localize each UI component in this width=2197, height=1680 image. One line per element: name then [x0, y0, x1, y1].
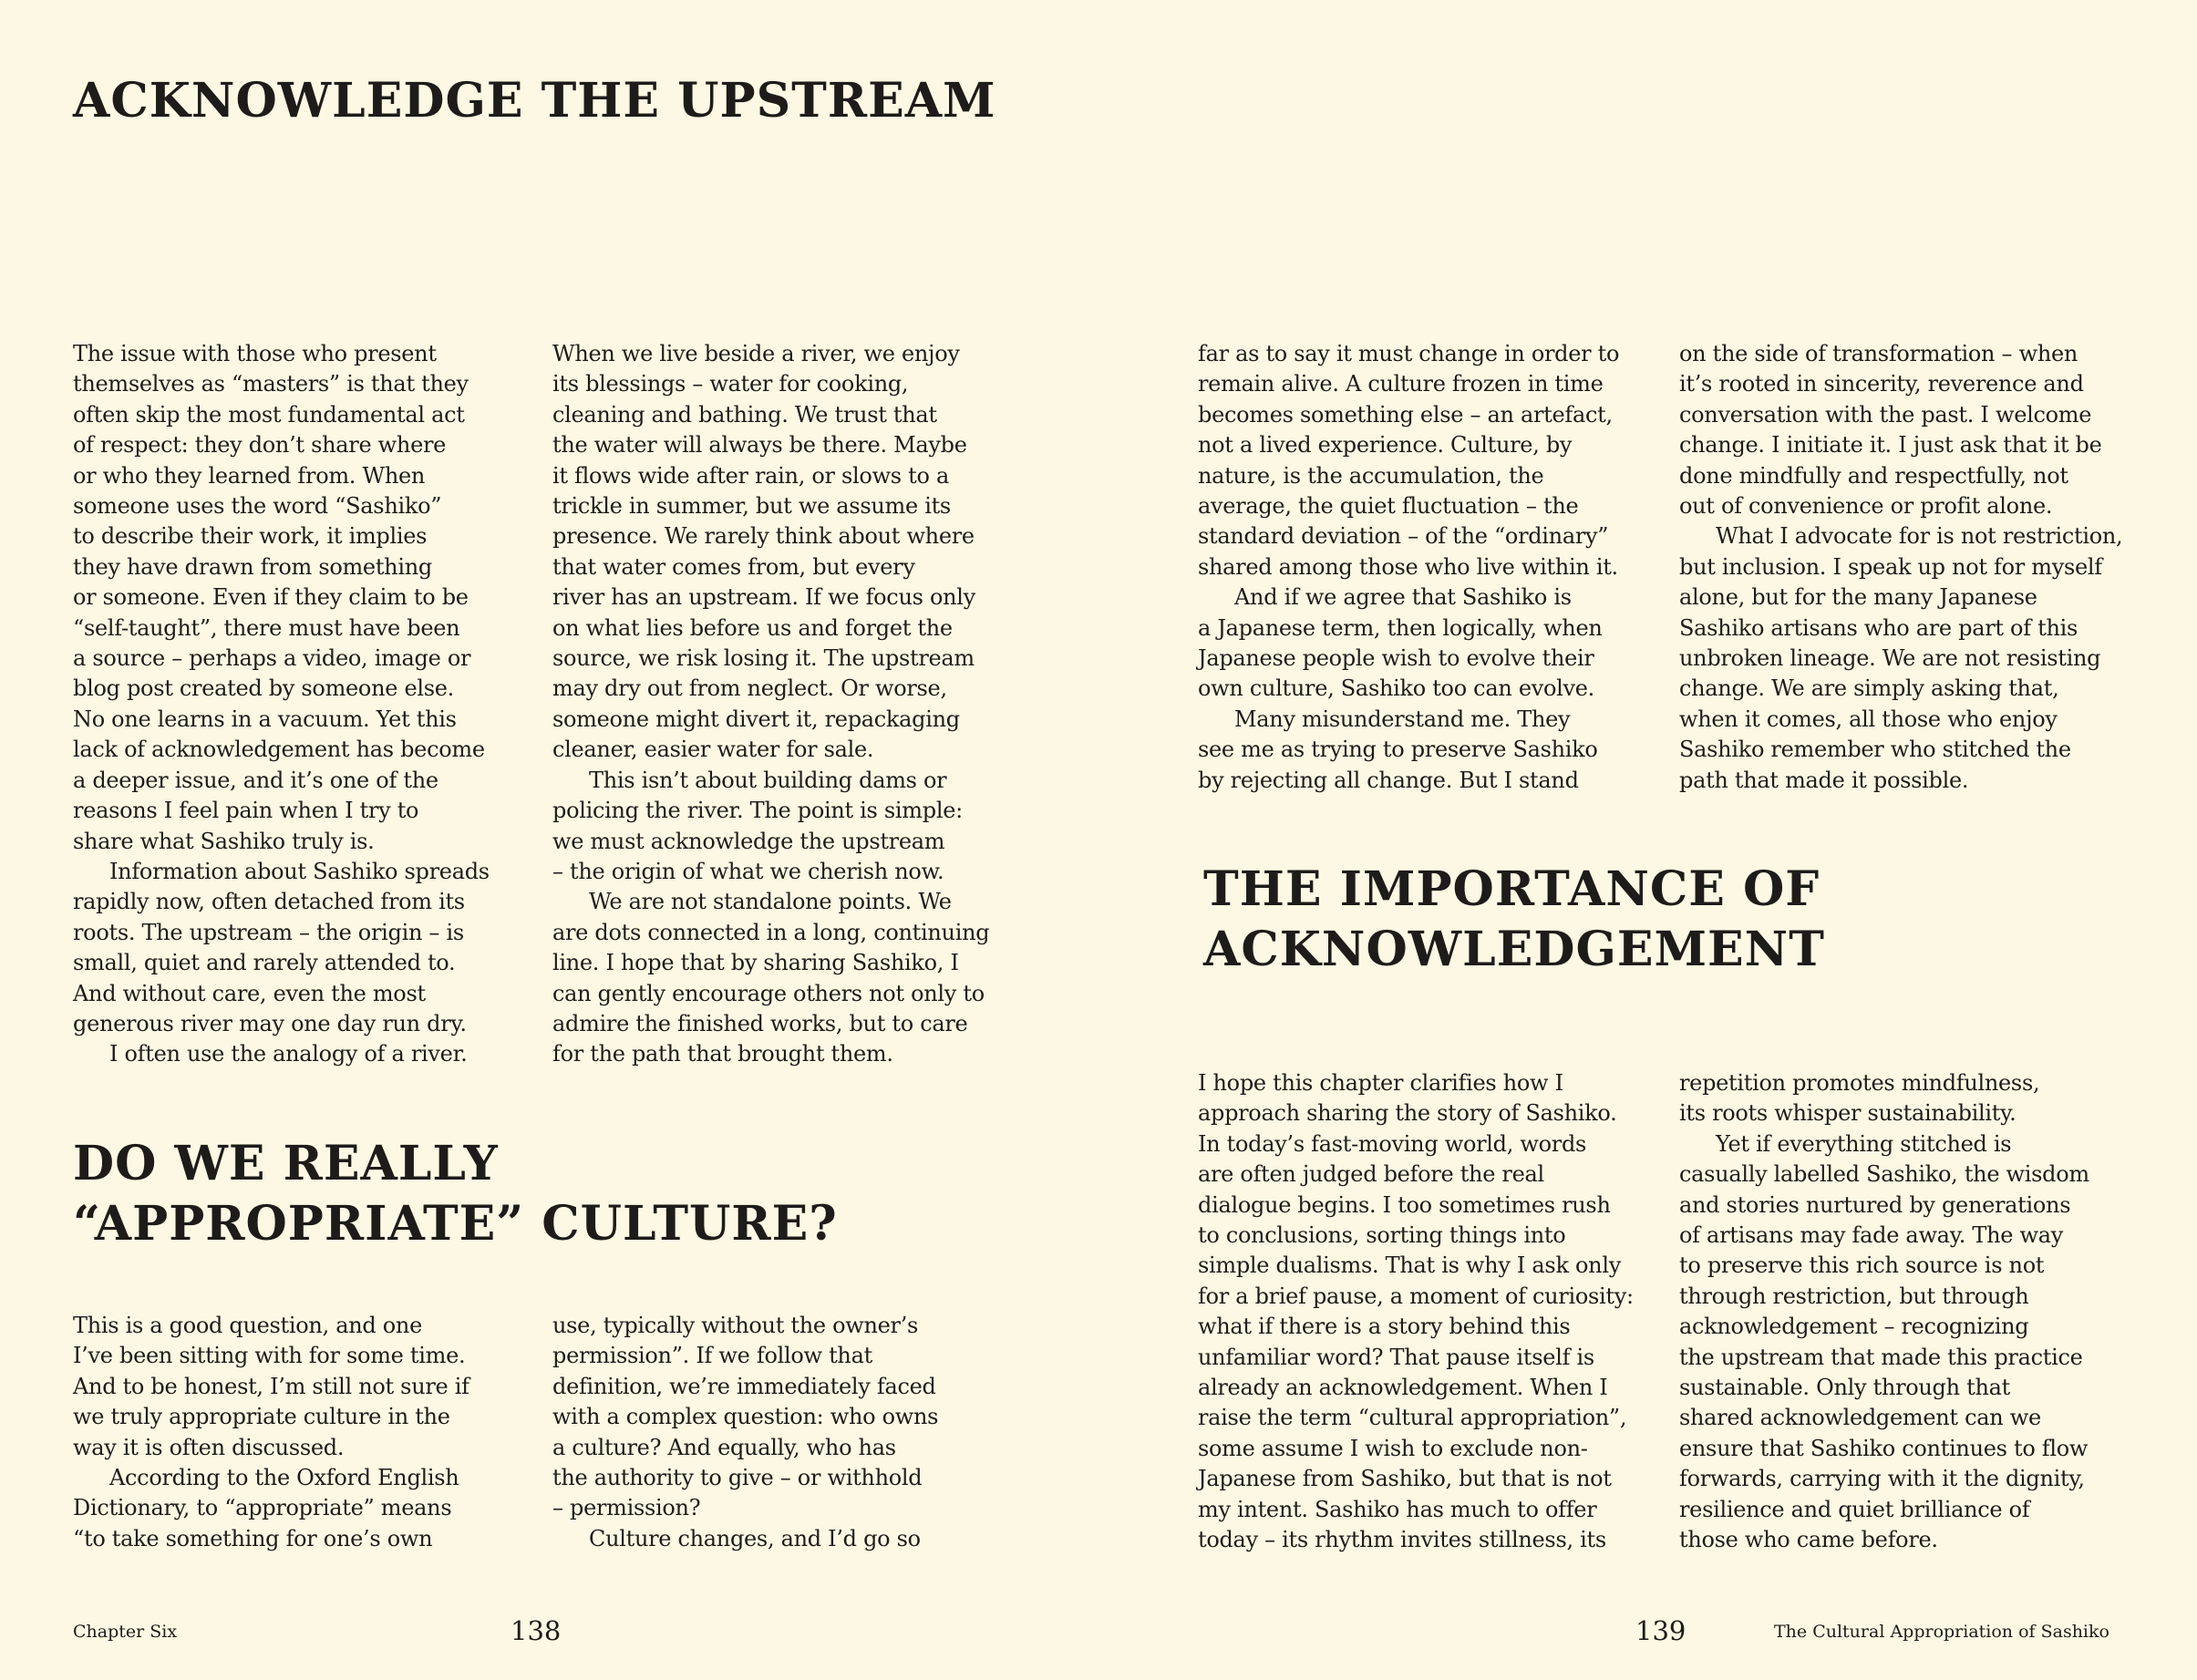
paragraph: Culture changes, and I’d go so	[589, 1525, 921, 1551]
paragraph: And if we agree that Sashiko is a Japanese term, then logically, when Japanese people wish to evolve their own culture, Sashiko too can evolve.	[1198, 584, 1603, 702]
paragraph: This isn’t about building dams or policing the river. The point is simple: we must acknowledge the upstream – the origin of what we cherish now.	[552, 767, 963, 884]
paragraph: Yet if everything stitched is casually labelled Sashiko, the wisdom and stories nurtured by generations of artisans may fade away. The way to preserve this rich source is not through restriction, but through acknowledgement – recognizing the upstream that made this practice sustainable. Only through that shared acknowledgement can we ensure that Sashiko continues to flow forwards, carrying with it the dignity, resilience and quiet brilliance of those who came before.	[1679, 1130, 2089, 1553]
left-section2-column2	[552, 1311, 1026, 1554]
left-section1-column2	[552, 339, 1026, 1070]
page-number-left: 138	[511, 1615, 562, 1646]
paragraph: Many misunderstand me. They see me as trying to preserve Sashiko by rejecting all change. But I stand	[1198, 706, 1598, 793]
paragraph: I hope this chapter clarifies how I approach sharing the story of Sashiko. In today’s fast-moving world, words are often judged before the real dialogue begins. I too sometimes rush to conclusions, sorting things into simple dualisms. That is why I ask only for a brief pause, a moment of curiosity: what if there is a story behind this unfamiliar word? That pause itself is already an acknowledgement. When I raise the term “cultural appropriation”, some assume I wish to exclude non- Japanese from Sashiko, but that is not my intent. Sashiko has much to offer today – its rhythm invites stillness, its	[1198, 1070, 1634, 1553]
paragraph: The issue with those who present themselves as “masters” is that they often skip the most fundamental act of respect: they don’t share where or who they learned from. When someone uses the word “Sashiko” to describe their work, it implies they have drawn from something or someone. Even if they claim to be “self-taught”, there must have been a source – perhaps a video, image or blog post created by someone else. No one learns in a vacuum. Yet this lack of acknowledgement has become a deeper issue, and it’s one of the reasons I feel pain when I try to share what Sashiko truly is.	[73, 341, 485, 854]
left-section2-column1	[73, 1311, 538, 1554]
paragraph: I often use the analogy of a river.	[109, 1041, 468, 1067]
paragraph: Information about Sashiko spreads rapidly now, often detached from its roots. The upstream – the origin – is small, quiet and rarely attended to. And without care, even the most generous river may one day run dry.	[73, 858, 490, 1036]
left-section1-column1	[73, 339, 538, 1070]
heading-do-we-really-appropriate-culture: DO WE REALLY “APPROPRIATE” CULTURE?	[73, 1136, 838, 1252]
right-section2-column2	[1679, 1068, 2153, 1556]
paragraph: We are not standalone points. We are dots connected in a long, continuing line. I hope that by sharing Sashiko, I can gently encourage others not only to admire the finished works, but to care for the path that brought them.	[552, 889, 990, 1067]
paragraph: repetition promotes mindfulness, its roots whisper sustainability.	[1679, 1070, 2040, 1127]
footer-chapter-label: Chapter Six	[73, 1622, 178, 1642]
paragraph: on the side of transformation – when it’s rooted in sincerity, reverence and conversation with the past. I welcome change. I initiate it. I just ask that it be done mindfully and respectfully, not out of convenience or profit alone.	[1679, 341, 2102, 520]
heading-importance-of-acknowledgement: THE IMPORTANCE OF ACKNOWLEDGEMENT	[1203, 861, 1825, 977]
paragraph: far as to say it must change in order to remain alive. A culture frozen in time becomes something else – an artefact, not a lived experience. Culture, by nature, is the accumulation, the average, the quiet fluctuation – the standard deviation – of the “ordinary” shared among those who live within it.	[1198, 341, 1620, 580]
right-section1-column1	[1198, 339, 1663, 796]
paragraph: When we live beside a river, we enjoy its blessings – water for cooking, cleaning and bathing. We trust that the water will always be there. Maybe it flows wide after rain, or slows to a trickle in summer, but we assume its presence. We rarely think about where that water comes from, but every river has an upstream. If we focus only on what lies before us and forget the source, we risk losing it. The upstream may dry out from neglect. Or worse, someone might divert it, repackaging cleaner, easier water for sale.	[552, 341, 975, 763]
page-number-right: 139	[1635, 1615, 1686, 1646]
paragraph: According to the Oxford English Dictionary, to “appropriate” means “to take something for one’s own	[73, 1465, 459, 1551]
footer-book-title: The Cultural Appropriation of Sashiko	[1774, 1622, 2109, 1642]
heading-acknowledge-the-upstream: ACKNOWLEDGE THE UPSTREAM	[73, 73, 996, 129]
right-section1-column2	[1679, 339, 2153, 796]
paragraph: This is a good question, and one I’ve been sitting with for some time. And to be honest, I’m still not sure if we truly appropriate culture in the way it is often discussed.	[73, 1313, 469, 1460]
paragraph: What I advocate for is not restriction, but inclusion. I speak up not for myself alone, but for the many Japanese Sashiko artisans who are part of this unbroken lineage. We are not resisting change. We are simply asking that, when it comes, all those who enjoy Sashiko remember who stitched the path that made it possible.	[1679, 523, 2123, 793]
paragraph: use, typically without the owner’s permission”. If we follow that definition, we’re immediately faced with a complex question: who owns a culture? And equally, who has the authority to give – or withhold – permission?	[552, 1313, 939, 1521]
right-section2-column1	[1198, 1068, 1663, 1556]
